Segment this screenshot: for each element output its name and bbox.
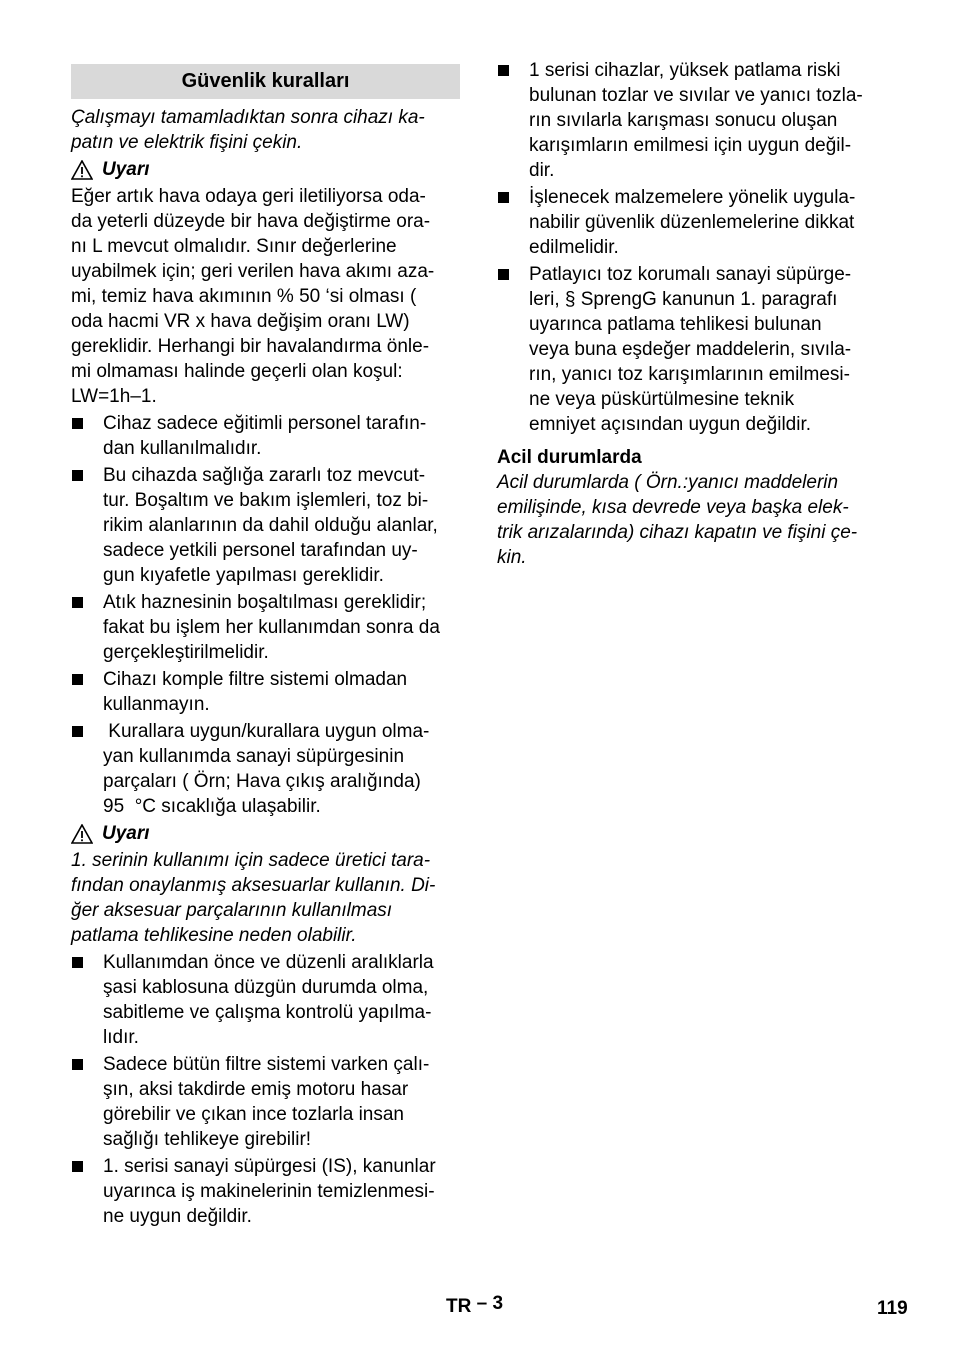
emergency-text: Acil durumlarda ( Örn.:yanıcı maddelerin emilişinde, kısa devrede veya başka elek- trik arızalarında) cihazı kapatın ve fişini çe- kin. xyxy=(497,472,858,568)
bullet-square-icon xyxy=(72,1059,83,1070)
warning-label: Uyarı xyxy=(102,159,150,180)
bullet-list xyxy=(71,950,460,1229)
list-item: Cihaz sadece eğitimli personel tarafın- dan kullanılmalıdır. xyxy=(71,411,460,461)
list-item: İşlenecek malzemelere yönelik uygula- nabilir güvenlik düzenlemelerine dikkat edilmelidir. xyxy=(497,185,889,260)
bullet-square-icon xyxy=(72,726,83,737)
warning-triangle-icon xyxy=(71,160,93,180)
warning-text: Eğer artık hava odaya geri iletiliyorsa oda- da yeterli düzeyde bir hava değiştirme ora- nı L mevcut olmalıdır. Sınır değerlerine uyabilmek için; geri verilen hava akımı aza- mi, temiz hava akımının % 50 ‘si olması ( oda hacmi VR x hava değişim oranı LW) gereklidir. Herhangi bir havalandırma önle- mi olmaması halinde geçerli olan koşul: LW=1h–1. xyxy=(71,186,435,407)
list-item: Sadece bütün filtre sistemi varken çalı- şın, aksi takdirde emiş motoru hasar görebilir ve çıkan ince tozlarla insan sağlığı tehlikeye girebilir! xyxy=(71,1052,460,1152)
bullet-square-icon xyxy=(498,65,509,76)
bullet-square-icon xyxy=(72,470,83,481)
right-column xyxy=(497,58,889,572)
warning-text: 1. serinin kullanımı için sadece üretici tara- fından onaylanmış aksesuarlar kullanın. Di- ğer aksesuar parçalarının kullanılması patlama tehlikesine neden olabilir. xyxy=(71,850,436,946)
footer-language: TR xyxy=(446,1296,472,1317)
list-item: 1. serisi sanayi süpürgesi (IS), kanunlar uyarınca iş makinelerinin temizlenmesi- ne uygun değildir. xyxy=(71,1154,460,1229)
bullet-list xyxy=(71,411,460,819)
footer-section-page: – 3 xyxy=(476,1293,504,1314)
warning-heading xyxy=(71,821,460,846)
list-item: Patlayıcı toz korumalı sanayi süpürge- leri, § SprengG kanunun 1. paragrafı uyarınca patlama tehlikesi bulunan veya buna eşdeğer maddelerin, sıvıla- rın, yanıcı toz karışımlarının emilmesi- ne veya püskürtülmesine teknik emniyet açısından uygun değildir. xyxy=(497,262,889,437)
bullet-list xyxy=(497,58,889,437)
list-item: Cihazı komple filtre sistemi olmadan kullanmayın. xyxy=(71,667,460,717)
bullet-square-icon xyxy=(498,192,509,203)
list-item: 1 serisi cihazlar, yüksek patlama riski bulunan tozlar ve sıvılar ve yanıcı tozla- rın sıvılarla karışması sonucu oluşan karışımların emilmesi için uygun değil- dir. xyxy=(497,58,889,183)
bullet-square-icon xyxy=(72,1161,83,1172)
bullet-square-icon xyxy=(72,418,83,429)
list-item: Kurallara uygun/kurallara uygun olma- yan kullanımda sanayi süpürgesinin parçaları ( Örn; Hava çıkış aralığında) 95 °C sıcaklığa ulaşabilir. xyxy=(71,719,460,819)
bullet-square-icon xyxy=(72,674,83,685)
warning-heading xyxy=(71,157,460,182)
list-item: Kullanımdan önce ve düzenli aralıklarla şasi kablosuna düzgün durumda olma, sabitleme ve çalışma kontrolü yapılma- lıdır. xyxy=(71,950,460,1050)
list-item: Bu cihazda sağlığa zararlı toz mevcut- tur. Boşaltım ve bakım işlemleri, toz bi- rikim alanlarının da dahil olduğu alanlar, sadece yetkili personel tarafından uy- gun kıyafetle yapılması gereklidir. xyxy=(71,463,460,588)
warning-label: Uyarı xyxy=(102,823,150,844)
emergency-heading: Acil durumlarda xyxy=(497,447,642,468)
page-number: 119 xyxy=(877,1298,908,1319)
bullet-square-icon xyxy=(498,269,509,280)
bullet-square-icon xyxy=(72,597,83,608)
bullet-square-icon xyxy=(72,957,83,968)
list-item: Atık haznesinin boşaltılması gereklidir; fakat bu işlem her kullanımdan sonra da gerçekleştirilmelidir. xyxy=(71,590,460,665)
footer-section-label xyxy=(446,1293,504,1318)
intro-text: Çalışmayı tamamladıktan sonra cihazı ka- patın ve elektrik fişini çekin. xyxy=(71,107,425,153)
section-heading: Güvenlik kuralları xyxy=(71,64,460,99)
left-column xyxy=(71,58,460,1231)
warning-triangle-icon xyxy=(71,824,93,844)
